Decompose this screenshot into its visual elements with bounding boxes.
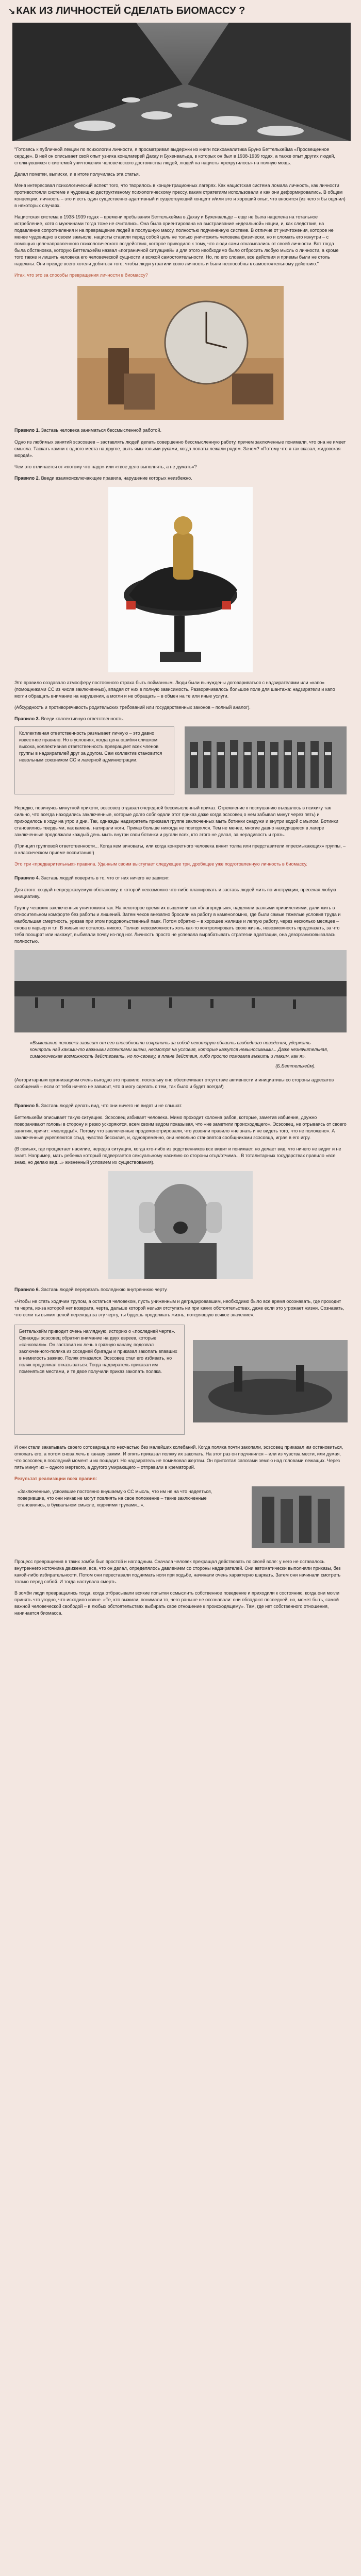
results-section bbox=[14, 1486, 347, 1553]
rule1-label: Правило 1. bbox=[14, 428, 40, 433]
rule4-quote: «Выживание человека зависит от его способности сохранить за собой некоторую область свободного поведения, удержать контроль над какими-то важными аспектами жизни, несмотря на условия, которые кажутся невыносимыми... Даже незначительная, символическая возможность действовать, но по-своему, в плане действия, либо просто помогала выжить и таким, как я». bbox=[30, 1040, 329, 1059]
rule3-body: Нередко, повинуясь минутной прихоти, эсэсовец отдавал очередной бессмысленный приказ. Стремление к послушанию въедалось в психику так сильно, что всегда находились заключенные, которые долго соблюдали этот приказ даже когда эсэсовец о нем забывал минут через пять) и приходилось в ходу на утро и дни. Так, однажды надзиратель приказал группе заключенных мыть ботинки снаружи и внутри водой с мылом. Ботинки становились твердыми, как камень, натирали ноги. Приказ больше никогда не повторялся. Тем не менее, многие давно находящиеся в лагере заключенные продолжали каждый день мыть внутри свои ботинки и ругали всех, кто этого не делал, за нерадивость и грязь. (Принцип групповой ответственности... Когда кем виноваты, или когда конкретного человека винит толпа или представители «пресмыкающих» группы, – в классическом приеме воспитания!) bbox=[14, 805, 346, 855]
rule3-section bbox=[14, 726, 347, 799]
rule1-text: Заставь человека заниматься бессмысленной работой. bbox=[41, 428, 161, 433]
rule4-text: Заставь людей поверить в то, что от них ничего не зависит. bbox=[41, 875, 170, 880]
photo-results bbox=[252, 1486, 344, 1548]
intro-paragraph: "Готовясь к публичной лекции по психологии личности, я просматривал выдержки из книги психоаналитика Бруно Беттельхейма «Просвещенное сердце». В ней он описывает свой опыт узника концлагерей Дахау и Бухенвальда, в которых он был в 1938-1939 годах, а также опыт других людей, столкнувшихся с системой уничтожения человеческого достоинства людей, людей на нацисты «рекрутилось» на полную мощь. bbox=[14, 147, 335, 165]
rule3 bbox=[0, 716, 361, 722]
results-quote: «Заключенные, усвоившие постоянно внушаемую СС мысль, что им не на что надеяться, поверившие, что они никак не могут повлиять на свое положение – такие заключенные становились, в буквальном смысле, ходячими трупами...». bbox=[18, 1489, 212, 1507]
results-body: Процесс превращения в таких зомби был простой и наглядным. Сначала человек прекращал действовать по своей воле: у него не оставалось внутреннего источника движения, все, что он делал, определялось давлением со стороны надзирателей. Они автоматически выполняли приказы, без какой-либо избирательности. Потом они переставали поднимать ноги при ходьбе, начинали очень характерно шаркать. Затем они начинали смотреть только перед собой. И тогда наступала смерть. В зомби люди превращались тогда, когда отбрасывали всякие попытки осмыслить собственное поведение и приходили к состоянию, когда они могли принять что угодно, что исходило извне. «Те, кто выжили, понимали то, чего раньше не осознавали: они обладают последней, но, может быть, самой важной человеческой свободой – в любых обстоятельствах выбирать свое отношение к происходящему». Там, где нет собственного отношения, начинается биомасса. bbox=[14, 1559, 341, 1616]
ditch-image bbox=[193, 1340, 348, 1422]
rule4 bbox=[0, 875, 361, 882]
rule2-text: Введи взаимоисключающие правила, нарушение которых неизбежно. bbox=[41, 476, 192, 481]
arrow-icon: ↘ bbox=[8, 7, 15, 16]
page-title: ↘ КАК ИЗ ЛИЧНОСТЕЙ СДЕЛАТЬ БИОМАССУ ? bbox=[8, 5, 245, 16]
intro-text bbox=[0, 146, 361, 267]
rule1 bbox=[0, 427, 361, 434]
rule4-quote-block bbox=[0, 1040, 361, 1070]
rule6-story-box bbox=[14, 1325, 185, 1435]
rule4-after: (Авторитарным организациям очень выгодно это правило, поскольку оно обеспечивает отсутствие активности и инициативы со стороны адресатов сообщений – если от тебя ничего не зависит, что я могу сделать с тем, так было и будет всегда!) bbox=[14, 1077, 334, 1089]
rule6 bbox=[0, 1286, 361, 1293]
surreal-painting-image bbox=[77, 286, 284, 420]
rule3-label: Правило 3. bbox=[14, 716, 40, 721]
photo-crowd-field bbox=[14, 950, 347, 1032]
photo-street-bodies-image bbox=[12, 23, 351, 141]
rule5-body: Беттельхейм описывает такую ситуацию. Эсэсовец избивает человека. Мимо проходит колонна рабов, которые, заметив избиение, дружно поворачивают головы в сторону и резко ускоряются, всем своим видом показывая, что «не заметили происходящего». Эсэсовец, не отрываясь от своего занятия, кричит: «молодцы!». Потому что заключенные продемонстрировали, что усвоили правило «не знать и не видеть того, что не положено». А заключенные укрепляются стыд, чувство бессилия, и, одновременно, они невольно становятся сообщниками эсэсовца, играя в его игру. (В семьях, где процветает насилие, нередка ситуация, когда кто-либо из родственников все видит и понимает, но делает вид, что ничего не видит и не знает. Например, мать ребенка который подвергается сексуальному насилию со стороны отца/отчима... В тоталитарных государствах правило «все знаю, но делаю вид...» жизненный условием их существования). bbox=[14, 1115, 347, 1165]
rule1-body: Одно из любимых занятий эсэсовцев – заставлять людей делать совершенно бессмысленную работу, причем заключенные понимали, что она не имеет смысла. Таскать камни с одного места на другое, рыть ямы голыми руками, когда лопаты лежали рядом. Зачем? «Потому что я так сказал, жидовская морда!». Чем это отличается от «потому что надо» или «твое дело выполнять, а не думать»? bbox=[14, 439, 346, 469]
rule6-body: И они стали закапывать своего сотоварища по несчастью без малейших колебаний. Когда поляка почти закопали, эсэсовец приказал им остановиться, откопать его, а потом снова лечь в канаву самим. И опять приказал поляку их закопать. На этот раз он подчинился – или из чувства мести, или думая, что эсэсовец в последний момент и их пощадит. Но надзиратель не помиловал жертвы. Он притоптал сапогами землю над головами лежащих. Через пять минут их – одного мертвого, а другого умирающего – отправили в крематорий. bbox=[14, 1445, 343, 1470]
rule2-body: Это правило создавало атмосферу постоянного страха быть пойманным. Люди были вынуждены договариваться с надзирателями или «капо» (помощниками СС из числа заключенных), впадая от них в полную зависимость. Разворачивалось большое поле для шантажа: надзиратели и капо могли обращать внимание на нарушения, а могли и не обращать – в обмен на те или иные услуги. (Абсурдность и противоречивость родительских требований или государственных законов – полный аналог). bbox=[14, 680, 335, 710]
crowd-field-image bbox=[14, 950, 347, 1032]
rule3-quote-box bbox=[14, 726, 174, 794]
rule5-text: Заставь людей делать вид, что они ничего не видят и не слышат. bbox=[41, 1103, 183, 1108]
rule6-quote: «Чтобы не стать ходячим трупом, а остаться человеком, пусть униженным и деградировавшим, необходимо было все время осознавать, где проходит та черта, из-за которой нет возврата, черта, дальше которой нельзя отступать ни при каких обстоятельствах, даже если это угрожает жизни. Сознавать, что если ты выжил ценой перехода за эту черту, ты будешь продолжать жизнь, потерявшую всякое значение». bbox=[14, 1299, 344, 1317]
rule6-story: Беттельхейм приводит очень наглядную, историю о «последней черте». Однажды эсэсовец обратил внимание на двух евреев, которые «сачковали». Он заставил их лечь в грязную канаву, подозвал заключенного-поляка из соседней бригады и приказал закопать впавших в немилость заживо. Поляк отказался. Эсэсовец стал его избивать, но поляк продолжал отказываться. Тогда надзиратель приказал им поменяться местами, и те двое получили приказ закопать поляка. bbox=[19, 1329, 177, 1374]
photo-man-covering-ears bbox=[108, 1171, 253, 1279]
rule5-label: Правило 5. bbox=[14, 1103, 40, 1108]
question: Итак, что это за способы превращения личности в биомассу? bbox=[14, 273, 148, 278]
intro-paragraph: Делал пометки, выписки, и в итоге получилась эта статья. bbox=[14, 172, 140, 177]
intro-paragraph: Меня интересовал психологический аспект того, что творилось в концентрационных лагерях. Как нацистская система ломала личность, как личности противостояли системе и чудовищно деструктивному психологическому прессу, каким стратегиям использовали и как они деформировались. В общем концепции, личность – это и есть один существенно адаптивный и существующий концепт и/или это и хороший опыт, что вносится (из чего я бы оценил) в некоторых случаях. bbox=[14, 183, 346, 208]
rule5 bbox=[0, 1103, 361, 1109]
rule2-label: Правило 2. bbox=[14, 476, 40, 481]
results-title: Результат реализации всех правил: bbox=[14, 1476, 97, 1481]
photo-ditch bbox=[193, 1340, 348, 1422]
sculpture-image bbox=[108, 487, 253, 672]
rule6-section bbox=[14, 1325, 347, 1438]
photo-sculpture bbox=[108, 487, 253, 672]
rule4-label: Правило 4. bbox=[14, 875, 40, 880]
rule4-quote-author: (Б.Беттельхейм). bbox=[275, 1063, 316, 1069]
photo-surreal-painting bbox=[77, 286, 284, 420]
intro-paragraph: Нацистская система в 1938-1939 годах – времени пребывания Беттельхейма в Дахау и Бухенвальде – еще не была нацелена на тотальное истребление, хотя с мужчинами тогда тоже не считались. Она была ориентирована на выстраивание «идеальной» нации, и, как следствие, на подавление сопротивления и на превращение людей в послушную массу, полностью подчиненную системе. В отличие от уничтожения, которое не менее чудовищно в своем замысле, нацисты ставили перед собой цель не только уничтожить человека физически, но и сломать его изнутри – с помощью целенаправленного психологического воздействия, которое приводило к тому, что люди сами отказывались от своей личности. Вот тогда была обстановка, которую Беттельхейм назвал «пограничной ситуацией» и для этого необходимо было отбросить любую мысль о личности, а кроме того также и лишить человека его человеческой сущности и всякой самостоятельности. Но, по его словам, все действия и приемы были не столь надежны. Они прежде всего хотели добиться того, чтобы люди утратили свою личность и были неспособны к самостоятельному действию." bbox=[14, 214, 339, 266]
rule4-body: Для этого: создай непредсказуемую обстановку, в которой невозможно что-либо планировать и заставь людей жить по инструкции, пресекая любую инициативу. Группу чешских заключенных уничтожили так. На некоторое время их выделили как «благородных», наделили разными привилегиями, дали жить в относительном комфорте без работы и лишений. Затем чехов внезапно бросили на работу в каменоломню, где были самые тяжелые условия труда и наибольшая смертность, урезав при этом продовольственный паек. Потом обратно – в хорошее жилище и легкую работу, через несколько месяцев – снова в карьер и т.п. В живых не осталось никого. Полная невозможность хоть как-то контролировать свою жизнь, невозможность предсказать, за что тебя поощрят или накажут, выбивали почву из-под ног. Личность просто не успевала вырабатывать стратегии адаптации, она дезорганизовывалась полностью. bbox=[14, 887, 341, 944]
man-covering-ears-image bbox=[108, 1171, 253, 1279]
rule2 bbox=[0, 475, 361, 482]
rule3-text: Введи коллективную ответственность. bbox=[41, 716, 124, 721]
prisoners-lineup-image bbox=[185, 726, 347, 794]
photo-prisoners-lineup bbox=[185, 726, 347, 794]
rule6-quote-block bbox=[0, 1298, 361, 1318]
rule3-quote: Коллективная ответственность размывает личную – это давно известное правило. Но в условиях, когда цена ошибки слишком высока, коллективная ответственность превращает всех членов группы в надзирателей друг за другом. Сам коллектив становится невольным союзником СС и лагерной администрации. bbox=[19, 731, 162, 762]
rule6-text: Заставь людей перерезать последнюю внутреннюю черту. bbox=[41, 1287, 168, 1292]
rule6-label: Правило 6. bbox=[14, 1287, 40, 1292]
photo-street-bodies bbox=[12, 23, 351, 141]
separator-text: Это три «предварительных» правила. Удачным своим выступает следующее три, дробящее уже подготовленную личность в биомассу. bbox=[14, 861, 307, 867]
results-image bbox=[252, 1486, 344, 1548]
